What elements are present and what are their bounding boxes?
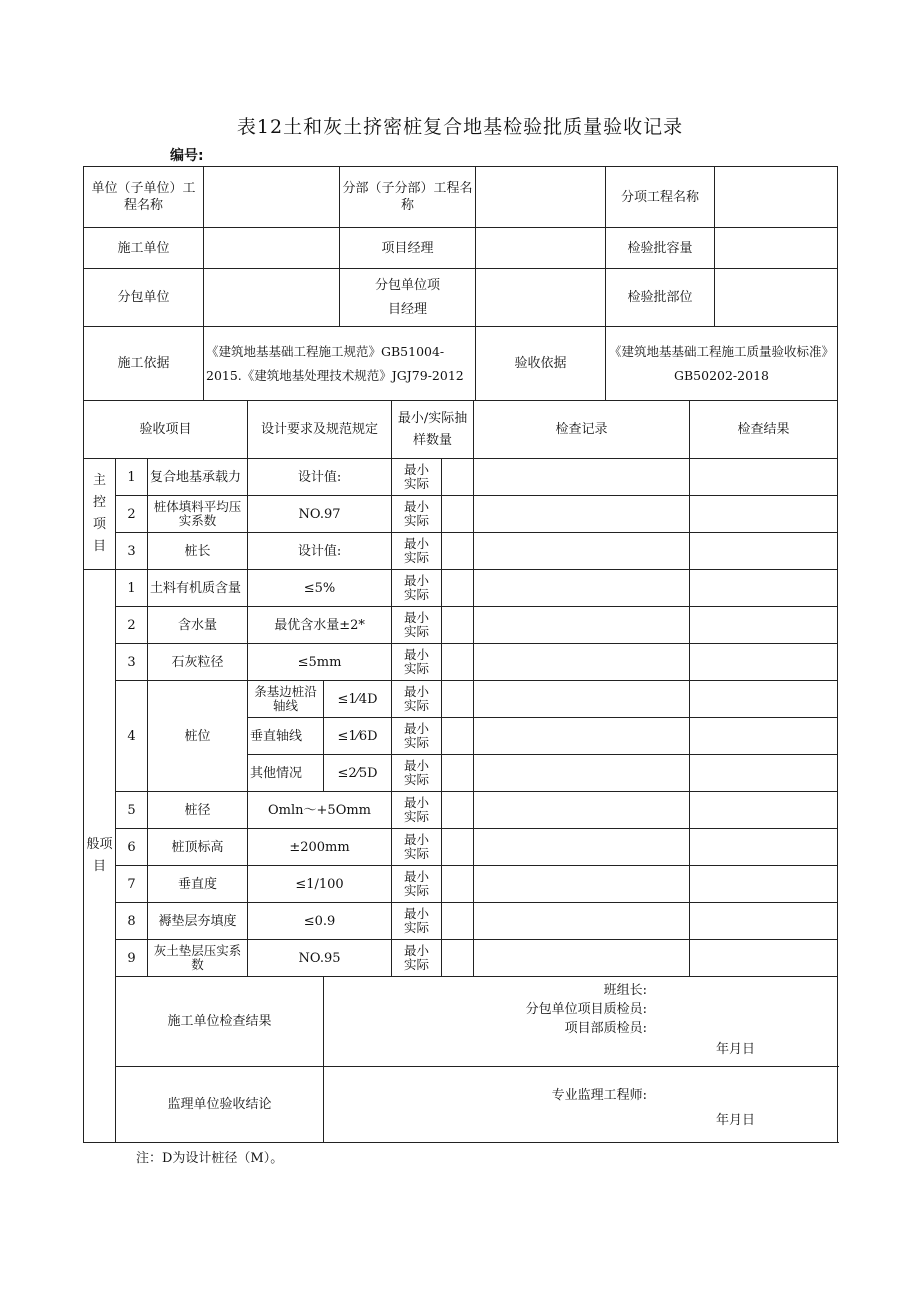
gen-sub-name-1: 条基边桩沿轴线 xyxy=(248,681,324,718)
sample-actual: 实际 xyxy=(404,883,430,898)
check-record[interactable] xyxy=(474,940,690,977)
sample-actual: 实际 xyxy=(404,513,430,528)
sample-actual: 实际 xyxy=(404,957,430,972)
inspection-table xyxy=(83,400,838,1143)
header-table xyxy=(83,166,838,401)
check-result[interactable] xyxy=(690,792,838,829)
sample-min: 最小 xyxy=(404,906,430,921)
gen-name-5: 桩径 xyxy=(148,792,248,829)
col-result: 检查结果 xyxy=(690,401,838,459)
check-result[interactable] xyxy=(690,681,838,718)
check-record[interactable] xyxy=(474,607,690,644)
sample-label xyxy=(392,533,442,570)
contractor-date: 年月日 xyxy=(716,1042,756,1057)
sample-min: 最小 xyxy=(404,943,430,958)
check-result[interactable] xyxy=(690,718,838,755)
sample-min: 最小 xyxy=(404,684,430,699)
sample-actual: 实际 xyxy=(404,476,430,491)
sample-value[interactable] xyxy=(442,496,474,533)
supervisor-date: 年月日 xyxy=(716,1112,756,1128)
page-title: 表12土和灰土挤密桩复合地基检验批质量验收记录 xyxy=(236,116,684,138)
batch-location-label: 检验批部位 xyxy=(606,269,715,327)
sample-value[interactable] xyxy=(442,792,474,829)
check-record[interactable] xyxy=(474,644,690,681)
sample-actual: 实际 xyxy=(404,772,430,787)
gen-name-1: 土料有机质含量 xyxy=(148,570,248,607)
check-result[interactable] xyxy=(690,533,838,570)
subcontractor-label: 分包单位 xyxy=(84,269,204,327)
inspector-label: 项目部质检员: xyxy=(564,1021,648,1036)
gen-no-4: 4 xyxy=(116,681,148,792)
gen-req-3: ≤5mm xyxy=(248,644,392,681)
sample-value[interactable] xyxy=(442,533,474,570)
sample-label xyxy=(392,792,442,829)
gen-name-4: 桩位 xyxy=(148,681,248,792)
acceptance-basis-label: 验收依据 xyxy=(476,327,606,401)
check-result[interactable] xyxy=(690,866,838,903)
main-req-1: 设计值: xyxy=(248,459,392,496)
sample-min: 最小 xyxy=(404,869,430,884)
gen-name-7: 垂直度 xyxy=(148,866,248,903)
gen-name-8: 褥垫层夯填度 xyxy=(148,903,248,940)
sample-label xyxy=(392,496,442,533)
sample-value[interactable] xyxy=(442,459,474,496)
sample-actual: 实际 xyxy=(404,661,430,676)
main-name-1: 复合地基承载力 xyxy=(148,459,248,496)
col-item: 验收项目 xyxy=(84,401,248,459)
col-design: 设计要求及规范规定 xyxy=(248,401,392,459)
sub-pm-value[interactable] xyxy=(476,269,606,327)
sample-min: 最小 xyxy=(404,536,430,551)
leader-label: 班组长: xyxy=(603,983,648,998)
gen-sub-name-3: 其他情况 xyxy=(248,755,324,792)
sample-min: 最小 xyxy=(404,832,430,847)
contractor-value[interactable] xyxy=(204,228,340,269)
check-result[interactable] xyxy=(690,755,838,792)
subitem-value[interactable] xyxy=(715,167,838,228)
check-result[interactable] xyxy=(690,496,838,533)
sample-actual: 实际 xyxy=(404,587,430,602)
gen-req-7: ≤1/100 xyxy=(248,866,392,903)
main-no-1: 1 xyxy=(116,459,148,496)
sample-label xyxy=(392,866,442,903)
sample-value[interactable] xyxy=(442,607,474,644)
supervisor-result-label: 监理单位验收结论 xyxy=(116,1067,324,1143)
batch-capacity-value[interactable] xyxy=(715,228,838,269)
engineer-label: 专业监理工程师: xyxy=(551,1087,648,1103)
sample-min: 最小 xyxy=(404,462,430,477)
sample-actual: 实际 xyxy=(404,550,430,565)
sample-label xyxy=(392,681,442,718)
check-record[interactable] xyxy=(474,459,690,496)
sample-actual: 实际 xyxy=(404,846,430,861)
main-group-label: 主控项目 xyxy=(84,459,116,570)
main-req-3: 设计值: xyxy=(248,533,392,570)
general-group-label: 般项目 xyxy=(84,570,116,1143)
main-no-3: 3 xyxy=(116,533,148,570)
main-req-2: NO.97 xyxy=(248,496,392,533)
gen-no-2: 2 xyxy=(116,607,148,644)
sample-value[interactable] xyxy=(442,570,474,607)
sample-actual: 实际 xyxy=(404,624,430,639)
sub-pm-label: 分包单位项目经理 xyxy=(340,269,476,327)
check-record[interactable] xyxy=(474,533,690,570)
gen-name-3: 石灰粒径 xyxy=(148,644,248,681)
supervisor-result-sign[interactable] xyxy=(324,1067,838,1143)
gen-req-8: ≤0.9 xyxy=(248,903,392,940)
check-record[interactable] xyxy=(474,866,690,903)
sample-min: 最小 xyxy=(404,610,430,625)
sample-label xyxy=(392,607,442,644)
pm-label: 项目经理 xyxy=(340,228,476,269)
sample-label xyxy=(392,459,442,496)
check-result[interactable] xyxy=(690,644,838,681)
check-record[interactable] xyxy=(474,570,690,607)
basis-label: 施工依据 xyxy=(84,327,204,401)
gen-name-9: 灰土垫层压实系数 xyxy=(148,940,248,977)
check-result[interactable] xyxy=(690,829,838,866)
pm-value[interactable] xyxy=(476,228,606,269)
division-value[interactable] xyxy=(476,167,606,228)
sample-label xyxy=(392,940,442,977)
col-record: 检查记录 xyxy=(474,401,690,459)
sample-min: 最小 xyxy=(404,758,430,773)
gen-sub-req-3: ≤2⁄5D xyxy=(324,755,392,792)
main-name-3: 桩长 xyxy=(148,533,248,570)
sample-label xyxy=(392,718,442,755)
gen-req-6: ±200mm xyxy=(248,829,392,866)
number-label: 编号: xyxy=(170,148,204,164)
unit-name-value[interactable] xyxy=(204,167,340,228)
contractor-result-sign[interactable] xyxy=(324,977,838,1067)
subcontractor-value[interactable] xyxy=(204,269,340,327)
sample-label xyxy=(392,755,442,792)
division-label: 分部（子分部）工程名称 xyxy=(340,167,476,228)
acceptance-basis-value: 《建筑地基基础工程施工质量验收标准》GB50202-2018 xyxy=(606,327,838,401)
gen-sub-name-2: 垂直轴线 xyxy=(248,718,324,755)
batch-capacity-label: 检验批容量 xyxy=(606,228,715,269)
sample-label xyxy=(392,903,442,940)
sample-label xyxy=(392,644,442,681)
gen-sub-req-1: ≤1⁄4D xyxy=(324,681,392,718)
sample-label xyxy=(392,829,442,866)
sample-value[interactable] xyxy=(442,829,474,866)
check-result[interactable] xyxy=(690,570,838,607)
check-result[interactable] xyxy=(690,459,838,496)
gen-no-1: 1 xyxy=(116,570,148,607)
sample-min: 最小 xyxy=(404,721,430,736)
sample-value[interactable] xyxy=(442,681,474,718)
sample-value[interactable] xyxy=(442,644,474,681)
footnote: 注：D为设计桩径（M）。 xyxy=(136,1151,284,1166)
subitem-label: 分项工程名称 xyxy=(606,167,715,228)
check-record[interactable] xyxy=(474,718,690,755)
gen-no-7: 7 xyxy=(116,866,148,903)
gen-name-2: 含水量 xyxy=(148,607,248,644)
unit-name-label: 单位（子单位）工程名称 xyxy=(84,167,204,228)
sample-actual: 实际 xyxy=(404,698,430,713)
gen-req-2: 最优含水量±2* xyxy=(248,607,392,644)
sample-value[interactable] xyxy=(442,755,474,792)
sample-actual: 实际 xyxy=(404,809,430,824)
sample-value[interactable] xyxy=(442,903,474,940)
sub-inspector-label: 分包单位项目质检员: xyxy=(525,1002,648,1017)
gen-req-1: ≤5% xyxy=(248,570,392,607)
gen-no-3: 3 xyxy=(116,644,148,681)
sample-actual: 实际 xyxy=(404,920,430,935)
sample-min: 最小 xyxy=(404,647,430,662)
sample-actual: 实际 xyxy=(404,735,430,750)
main-name-2: 桩体填料平均压实系数 xyxy=(148,496,248,533)
gen-req-5: Omln～+5Omm xyxy=(248,792,392,829)
basis-value: 《建筑地基基础工程施工规范》GB51004-2015.《建筑地基处理技术规范》JGJ79-2012 xyxy=(204,327,476,401)
batch-location-value[interactable] xyxy=(715,269,838,327)
check-result[interactable] xyxy=(690,903,838,940)
check-record[interactable] xyxy=(474,903,690,940)
sample-min: 最小 xyxy=(404,795,430,810)
check-record[interactable] xyxy=(474,496,690,533)
check-record[interactable] xyxy=(474,681,690,718)
sample-value[interactable] xyxy=(442,866,474,903)
check-record[interactable] xyxy=(474,829,690,866)
sample-value[interactable] xyxy=(442,718,474,755)
sample-min: 最小 xyxy=(404,573,430,588)
main-no-2: 2 xyxy=(116,496,148,533)
gen-req-9: NO.95 xyxy=(248,940,392,977)
sample-label xyxy=(392,570,442,607)
sample-value[interactable] xyxy=(442,940,474,977)
contractor-label: 施工单位 xyxy=(84,228,204,269)
gen-name-6: 桩顶标高 xyxy=(148,829,248,866)
col-sample: 最小/实际抽样数量 xyxy=(392,401,474,459)
check-result[interactable] xyxy=(690,607,838,644)
contractor-result-label: 施工单位检查结果 xyxy=(116,977,324,1067)
gen-no-5: 5 xyxy=(116,792,148,829)
check-record[interactable] xyxy=(474,792,690,829)
gen-no-8: 8 xyxy=(116,903,148,940)
gen-sub-req-2: ≤1⁄6D xyxy=(324,718,392,755)
gen-no-9: 9 xyxy=(116,940,148,977)
gen-no-6: 6 xyxy=(116,829,148,866)
sample-min: 最小 xyxy=(404,499,430,514)
check-result[interactable] xyxy=(690,940,838,977)
check-record[interactable] xyxy=(474,755,690,792)
